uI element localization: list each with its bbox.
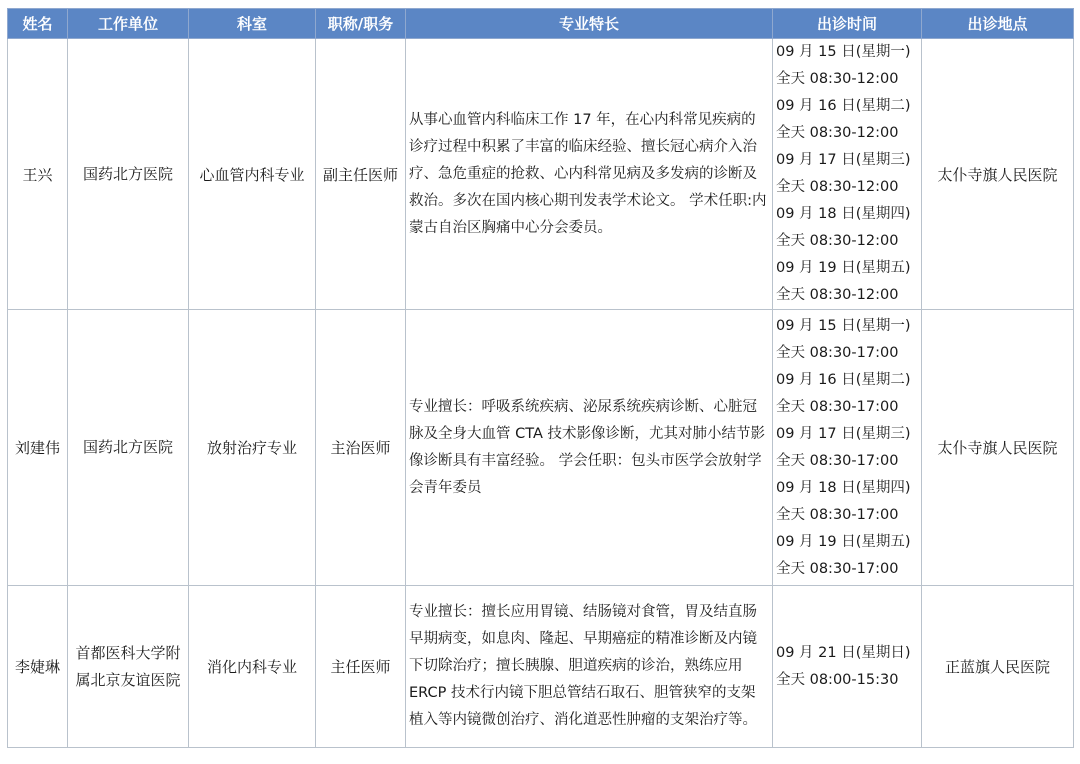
cell-schedule (773, 39, 922, 310)
schedule-line: 全天 08:30-17:00 (776, 344, 899, 361)
cell-dept: 心血管内科专业 (189, 39, 316, 310)
cell-unit: 国药北方医院 (68, 310, 189, 586)
schedule-line: 09 月 19 日(星期五) (776, 260, 911, 276)
cell-dept: 消化内科专业 (189, 586, 316, 748)
schedule-line: 全天 08:30-17:00 (776, 452, 899, 469)
table-row (8, 586, 1074, 748)
schedule-line: 全天 08:30-12:00 (776, 233, 899, 249)
cell-schedule (773, 310, 922, 586)
header-title: 职称/职务 (316, 9, 406, 39)
schedule-line: 09 月 15 日(星期一) (776, 44, 911, 60)
cell-unit: 首都医科大学附属北京友谊医院 (68, 586, 189, 748)
schedule-line: 全天 08:30-12:00 (776, 287, 899, 303)
cell-name: 刘建伟 (8, 310, 68, 586)
header-row (8, 9, 1074, 39)
cell-location: 太仆寺旗人民医院 (922, 310, 1074, 586)
schedule-line: 全天 08:30-17:00 (776, 398, 899, 415)
header-dept: 科室 (189, 9, 316, 39)
schedule-line: 09 月 16 日(星期二) (776, 371, 911, 388)
header-unit: 工作单位 (68, 9, 189, 39)
cell-title: 副主任医师 (316, 39, 406, 310)
schedule-line: 09 月 17 日(星期三) (776, 152, 911, 168)
header-location: 出诊地点 (922, 9, 1074, 39)
cell-location: 太仆寺旗人民医院 (922, 39, 1074, 310)
schedule-line: 09 月 17 日(星期三) (776, 425, 911, 442)
schedule-line: 09 月 16 日(星期二) (776, 98, 911, 114)
table-row (8, 310, 1074, 586)
schedule-line: 全天 08:30-12:00 (776, 179, 899, 195)
schedule-line: 全天 08:30-12:00 (776, 71, 899, 87)
schedule-line: 09 月 21 日(星期日) (776, 644, 911, 661)
header-name: 姓名 (8, 9, 68, 39)
schedule-line: 09 月 18 日(星期四) (776, 206, 911, 222)
schedule-line: 全天 08:30-17:00 (776, 560, 899, 577)
cell-title: 主治医师 (316, 310, 406, 586)
schedule-line: 09 月 18 日(星期四) (776, 479, 911, 496)
schedule-line: 全天 08:00-15:30 (776, 671, 899, 688)
cell-unit: 国药北方医院 (68, 39, 189, 310)
cell-name: 李婕琳 (8, 586, 68, 748)
cell-specialty: 从事心血管内科临床工作 17 年，在心内科常见疾病的诊疗过程中积累了丰富的临床经验、擅长冠心病介入治疗、急危重症的抢救、心内科常见病及多发病的诊断及救治。多次在国内核心期刊发表学术论文。 学术任职:内蒙古自治区胸痛中心分会委员。 (406, 39, 773, 310)
clinic-schedule-table (7, 8, 1074, 748)
cell-schedule (773, 586, 922, 748)
cell-location: 正蓝旗人民医院 (922, 586, 1074, 748)
schedule-line: 09 月 19 日(星期五) (776, 533, 911, 550)
schedule-line: 09 月 15 日(星期一) (776, 317, 911, 334)
schedule-line: 全天 08:30-12:00 (776, 125, 899, 141)
cell-name: 王兴 (8, 39, 68, 310)
cell-specialty: 专业擅长：擅长应用胃镜、结肠镜对食管，胃及结直肠早期病变，如息肉、隆起、早期癌症的精准诊断及内镜下切除治疗；擅长胰腺、胆道疾病的诊治，熟练应用 ERCP 技术行内镜下胆总管结石取石、胆管狭窄的支架植入等内镜微创治疗、消化道恶性肿瘤的支架治疗等。 (406, 586, 773, 748)
schedule-line: 全天 08:30-17:00 (776, 506, 899, 523)
cell-specialty: 专业擅长：呼吸系统疾病、泌尿系统疾病诊断、心脏冠脉及全身大血管 CTA 技术影像诊断，尤其对肺小结节影像诊断具有丰富经验。 学会任职：包头市医学会放射学会青年委员 (406, 310, 773, 586)
header-specialty: 专业特长 (406, 9, 773, 39)
cell-dept: 放射治疗专业 (189, 310, 316, 586)
cell-title: 主任医师 (316, 586, 406, 748)
table-row (8, 39, 1074, 310)
header-time: 出诊时间 (773, 9, 922, 39)
